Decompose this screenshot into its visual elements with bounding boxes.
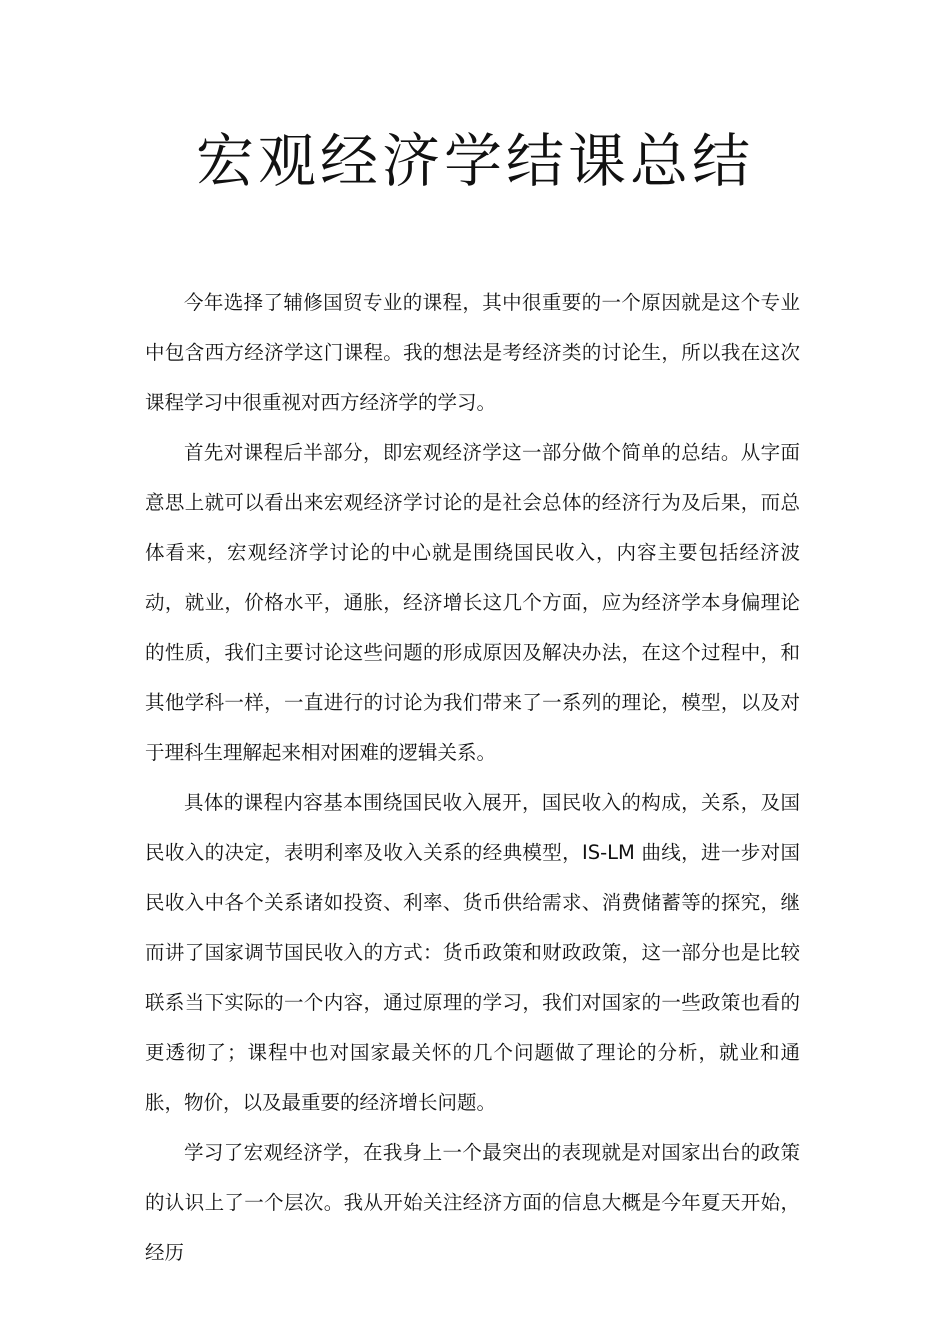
document-title: 宏观经济学结课总结 — [195, 127, 754, 195]
paragraph-2: 首先对课程后半部分，即宏观经济学这一部分做个简单的总结。从字面意思上就可以看出来宏观经济学讨论的是社会总体的经济行为及后果，而总体看来，宏观经济学讨论的中心就是围绕国民收入，内容主要包括经济波动，就业，价格水平，通胀，经济增长这几个方面，应为经济学本身偏理论的性质，我们主要讨论这些问题的形成原因及解决办法，在这个过程中，和其他学科一样，一直进行的讨论为我们带来了一系列的理论，模型，以及对于理科生理解起来相对困难的逻辑关系。 — [145, 441, 800, 764]
paragraph-3: 具体的课程内容基本围绕国民收入展开，国民收入的构成，关系，及国民收入的决定，表明利率及收入关系的经典模型，IS-LM 曲线，进一步对国民收入中各个关系诸如投资、利率、货币供给需求、消费储蓄等的探究，继而讲了国家调节国民收入的方式：货币政策和财政政策，这一部分也是比较联系当下实际的一个内容，通过原理的学习，我们对国家的一些政策也看的更透彻了；课程中也对国家最关怀的几个问题做了理论的分析，就业和通胀，物价，以及最重要的经济增长问题。 — [145, 791, 800, 1114]
paragraph-1: 今年选择了辅修国贸专业的课程，其中很重要的一个原因就是这个专业中包含西方经济学这门课程。我的想法是考经济类的讨论生，所以我在这次课程学习中很重视对西方经济学的学习。 — [145, 291, 800, 414]
document-body — [145, 278, 800, 1278]
paragraph-4: 学习了宏观经济学，在我身上一个最突出的表现就是对国家出台的政策的认识上了一个层次。我从开始关注经济方面的信息大概是今年夏天开始，经历 — [145, 1141, 800, 1264]
